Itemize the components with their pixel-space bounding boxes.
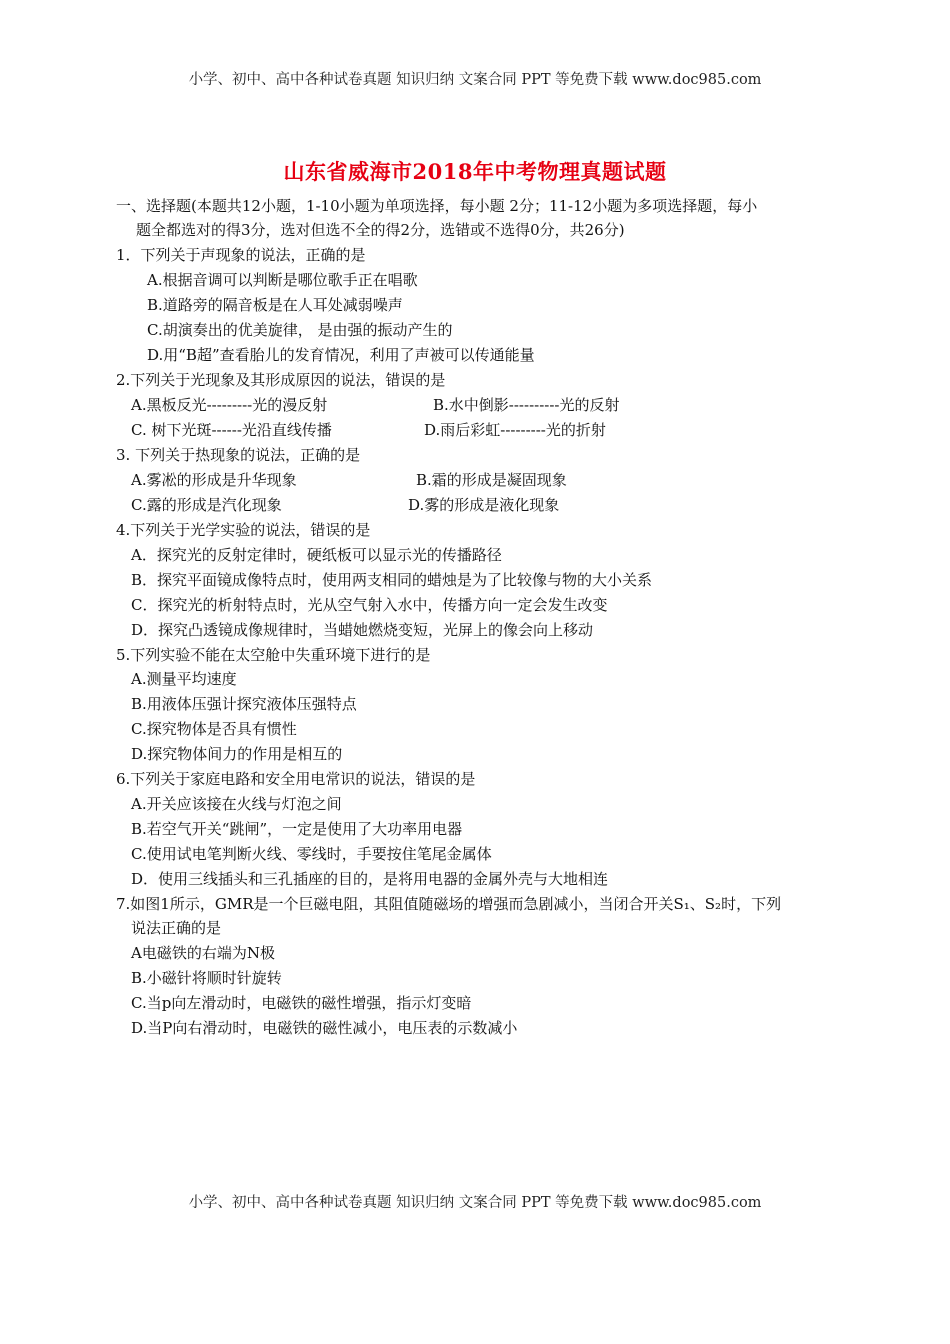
question-7-option-c: C.当p向左滑动时，电磁铁的磁性增强，指示灯变暗 [131, 994, 472, 1012]
question-4-option-a: A．探究光的反射定律时，硬纸板可以显示光的传播路径 [131, 546, 502, 564]
question-1-stem: 1．下列关于声现象的说法，正确的是 [116, 246, 366, 264]
question-5-option-a: A.测量平均速度 [131, 670, 237, 688]
question-7-option-b: B.小磁针将顺时针旋转 [131, 969, 282, 987]
question-5-option-c: C.探究物体是否具有惯性 [131, 720, 297, 738]
question-4-option-d: D．探究凸透镜成像规律时，当蜡她燃烧变短，光屏上的像会向上移动 [131, 621, 594, 639]
question-2-option-a: A.黑板反光---------光的漫反射 [131, 396, 328, 414]
question-6-option-b: B.若空气开关“跳闸”，一定是使用了大功率用电器 [131, 820, 463, 838]
question-2-option-c: C. 树下光斑------光沿直线传播 [131, 421, 332, 439]
question-3-option-a: A.雾凇的形成是升华现象 [131, 471, 297, 489]
question-3-stem: 3. 下列关于热现象的说法，正确的是 [116, 446, 361, 464]
question-1-option-a: A.根据音调可以判断是哪位歌手正在唱歌 [147, 271, 418, 289]
question-6-option-d: D．使用三线插头和三孔插座的目的，是将用电器的金属外壳与大地相连 [131, 870, 609, 888]
question-6-option-c: C.使用试电笔判断火线、零线时，手要按住笔尾金属体 [131, 845, 492, 863]
question-6-option-a: A.开关应该接在火线与灯泡之间 [131, 795, 342, 813]
question-7-option-d: D.当P向右滑动时，电磁铁的磁性减小，电压表的示数减小 [131, 1019, 518, 1037]
question-1-option-c: C.胡演奏出的优美旋律， 是由强的振动产生的 [147, 321, 453, 339]
page-title: 山东省威海市2018年中考物理真题试题 [283, 159, 667, 184]
question-7-stem-line1: 7.如图1所示，GMR是一个巨磁电阻，其阻值随磁场的增强而急剧减小，当闭合开关S₁、S₂时，下列 [116, 895, 782, 913]
question-5-option-d: D.探究物体间力的作用是相互的 [131, 745, 343, 763]
question-2-stem: 2.下列关于光现象及其形成原因的说法，错误的是 [116, 371, 446, 389]
question-1-option-b: B.道路旁的隔音板是在人耳处减弱噪声 [147, 296, 403, 314]
question-7-stem-line2: 说法正确的是 [131, 919, 222, 937]
question-5-option-b: B.用液体压强计探究液体压强特点 [131, 695, 357, 713]
section-instructions-line1: 一、选择题(本题共12小题，1-10小题为单项选择，每小题 2分；11-12小题为多项选择题，每小 [116, 197, 758, 215]
question-3-option-b: B.霜的形成是凝固现象 [416, 471, 567, 489]
question-4-option-c: C．探究光的析射特点时，光从空气射入水中，传播方向一定会发生改变 [131, 596, 608, 614]
question-2-option-b: B.水中倒影----------光的反射 [433, 396, 620, 414]
section-instructions-line2: 题全都选对的得3分，选对但选不全的得2分，选错或不选得0分，共26分) [136, 221, 625, 239]
question-7-option-a: A电磁铁的右端为N极 [131, 944, 275, 962]
question-2-option-d: D.雨后彩虹---------光的折射 [424, 421, 606, 439]
page-footer: 小学、初中、高中各种试卷真题 知识归纳 文案合同 PPT 等免费下载 www.doc985.com [188, 1195, 762, 1211]
question-3-option-d: D.雾的形成是液化现象 [408, 496, 560, 514]
question-1-option-d: D.用“B超”查看胎儿的发育情况，利用了声被可以传通能量 [147, 346, 535, 364]
question-4-stem: 4.下列关于光学实验的说法，错误的是 [116, 521, 371, 539]
question-4-option-b: B．探究平面镜成像特点时，使用两支相同的蜡烛是为了比较像与物的大小关系 [131, 571, 653, 589]
page-header: 小学、初中、高中各种试卷真题 知识归纳 文案合同 PPT 等免费下载 www.doc985.com [188, 72, 762, 88]
question-5-stem: 5.下列实验不能在太空舱中失重环境下进行的是 [116, 646, 431, 664]
question-3-option-c: C.露的形成是汽化现象 [131, 496, 282, 514]
question-6-stem: 6.下列关于家庭电路和安全用电常识的说法，错误的是 [116, 770, 476, 788]
